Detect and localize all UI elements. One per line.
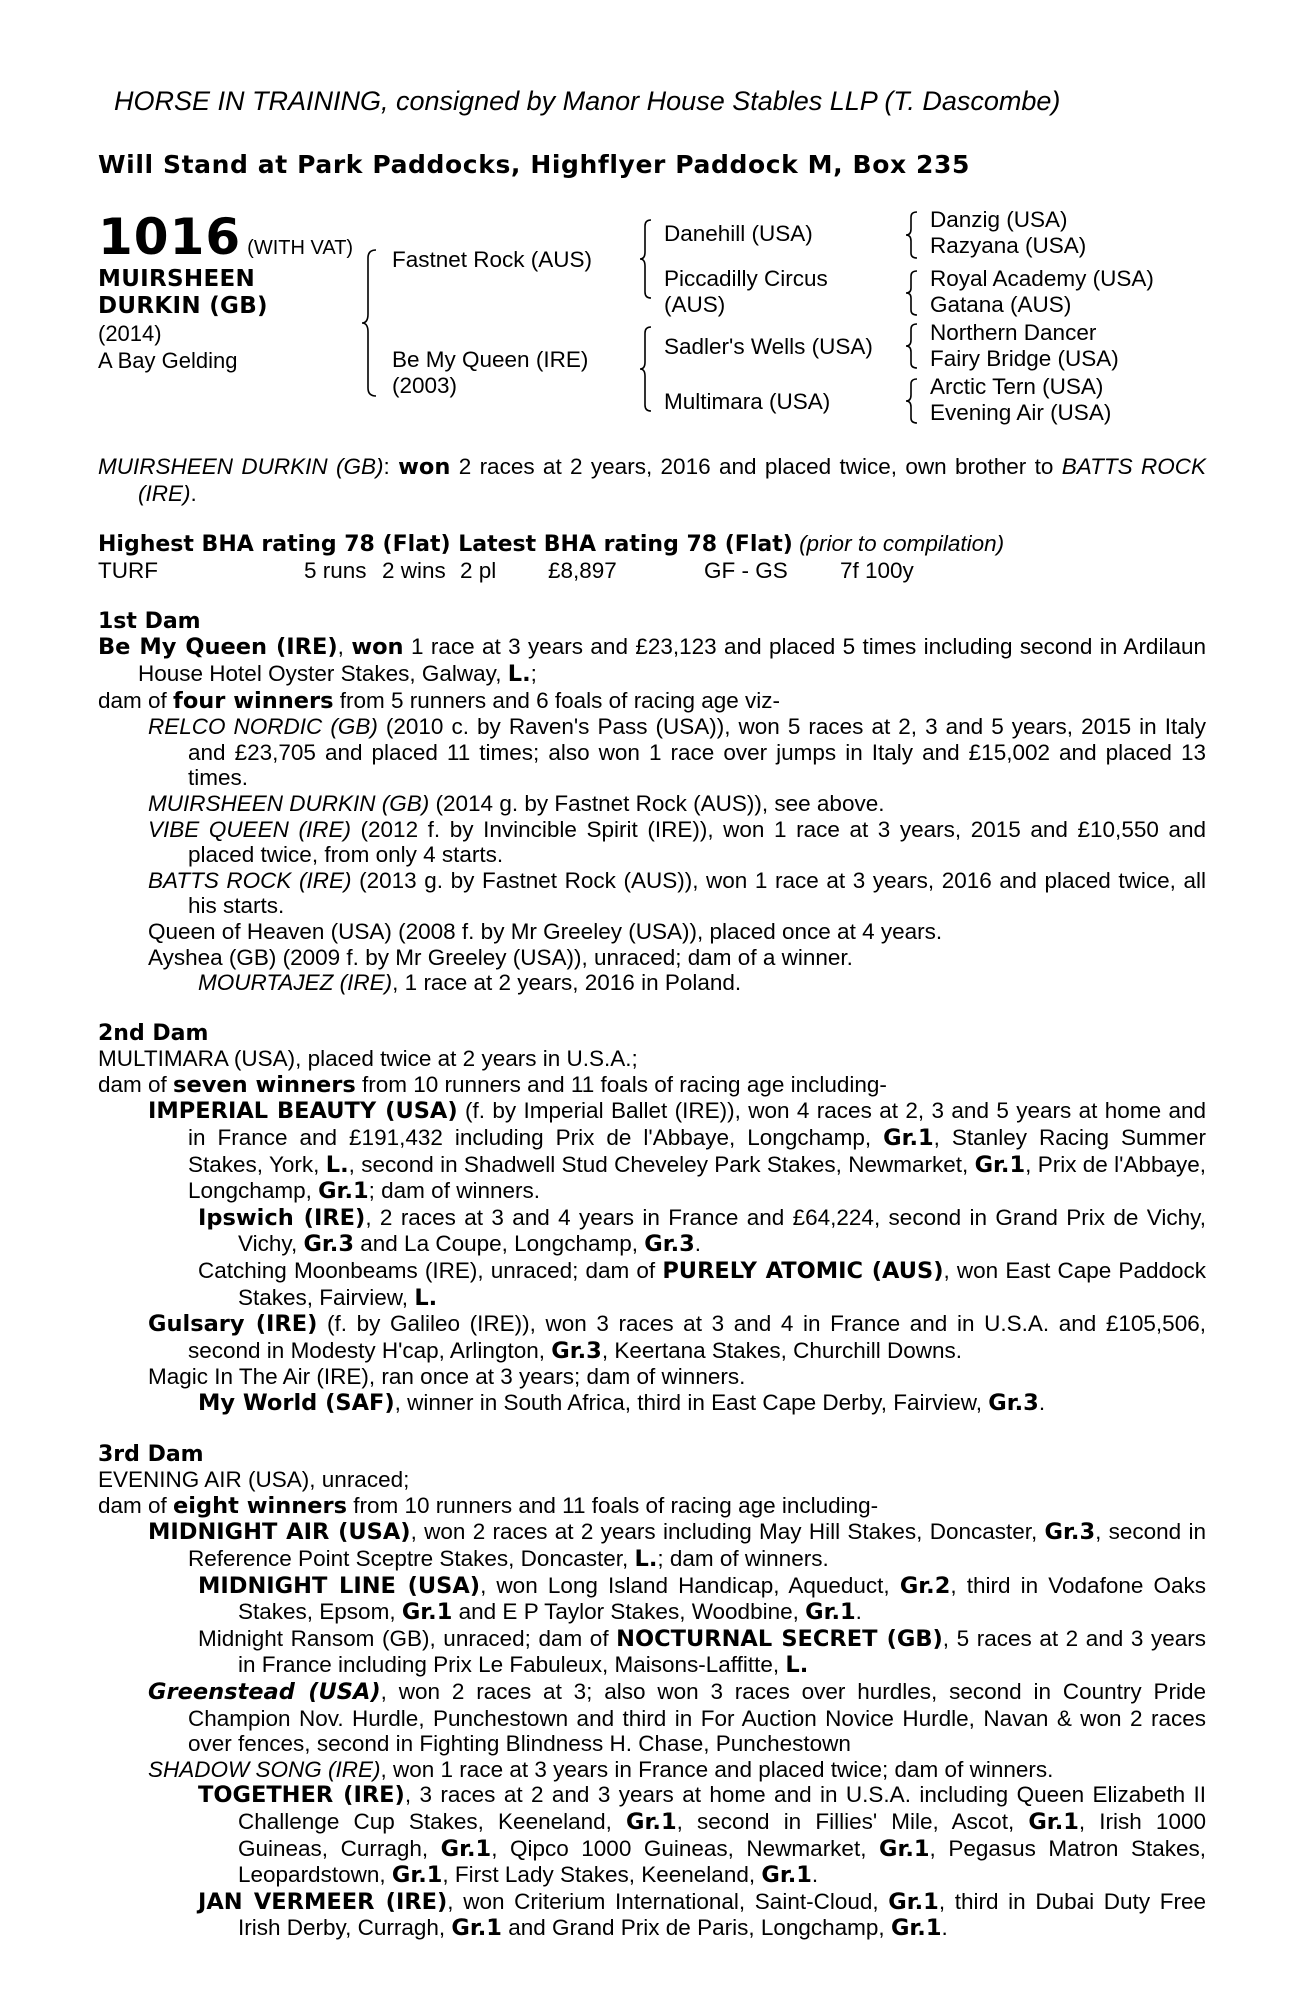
pedigree-brace-sd [906, 265, 920, 321]
group-grade: Gr.1 [440, 1835, 492, 1862]
progeny-name: IMPERIAL BEAUTY (USA) [148, 1098, 458, 1125]
progeny-item [98, 1364, 1206, 1390]
progeny-text: , second in Shadwell Stud Cheveley Park Stakes, Newmarket, [348, 1151, 975, 1177]
dam3-dam-of-post: from 10 runners and 11 foals of racing age including- [347, 1492, 879, 1518]
progeny-item [98, 1889, 1206, 1942]
turf-going: GF - GS [704, 557, 788, 583]
progeny-name: MOURTAJEZ (IRE) [198, 970, 393, 996]
horse-name-line2: DURKIN (GB) [98, 293, 268, 319]
dam3-title: 3rd Dam [98, 1441, 204, 1467]
progeny-item [98, 1757, 1206, 1783]
foaling-year: (2014) [98, 321, 162, 346]
pedigree-dam-name: Be My Queen (IRE) [392, 347, 589, 372]
summary-paragraph: MUIRSHEEN DURKIN (GB): won 2 races at 2 years, 2016 and placed twice, own brother to BATTS ROCK (IRE). [98, 454, 1206, 506]
progeny-text: , won Criterium International, Saint-Cloud, [447, 1888, 889, 1914]
summary-brother: BATTS ROCK (IRE) [138, 454, 1206, 506]
pedigree-sire: Fastnet Rock (AUS) [392, 247, 593, 272]
progeny-text: and La Coupe, Longchamp, [354, 1231, 645, 1257]
rating-title: Highest BHA rating 78 (Flat) Latest BHA rating 78 (Flat) [98, 532, 793, 558]
dam1-intro-text: 1 race at 3 years and £23,123 and placed 5 times including second in Ardilaun House Hotel Oyster Stakes, Galway, [138, 634, 1206, 686]
group-grade: L. [634, 1545, 658, 1572]
turf-distance: 7f 100y [840, 557, 914, 583]
pedigree-dds: Arctic Tern (USA) [930, 374, 1104, 399]
progeny-text: . [855, 1599, 862, 1625]
group-grade: Gr.1 [626, 1808, 677, 1835]
dam1-won: won [351, 634, 404, 661]
dam1-dam-of-pre: dam of [98, 687, 174, 713]
progeny-text: , second in Reference Point Sceptre Stakes, Doncaster, [188, 1519, 1206, 1571]
group-grade: Gr.1 [318, 1178, 369, 1205]
summary-won: won [398, 454, 451, 480]
progeny-name: Greenstead (USA) [148, 1678, 381, 1705]
catalogue-body [98, 454, 1206, 1942]
progeny-text: , Pegasus Matron Stakes, Leopardstown, [238, 1835, 1206, 1888]
progeny-text: . [941, 1915, 948, 1941]
dam1-title: 1st Dam [98, 608, 201, 634]
group-grade: Gr.1 [805, 1599, 856, 1626]
progeny-text: , second in Fillies' Mile, Ascot, [676, 1808, 1029, 1834]
pedigree-sire-dam-line2: (AUS) [664, 292, 726, 317]
progeny-name: Ipswich (IRE) [198, 1204, 366, 1231]
progeny-name: My World (SAF) [198, 1390, 395, 1416]
progeny-name: RELCO NORDIC (GB) [148, 714, 378, 740]
progeny-text: Catching Moonbeams (IRE), unraced; dam of [198, 1258, 663, 1284]
dam1-name: Be My Queen (IRE) [98, 634, 338, 661]
turf-runs: 5 runs [304, 557, 367, 583]
group-grade: L. [325, 1151, 349, 1178]
progeny-text: , Keertana Stakes, Churchill Downs. [601, 1337, 962, 1363]
progeny-text: , winner in South Africa, third in East Cape Derby, Fairview, [394, 1390, 989, 1415]
dam3-winner-count: eight winners [173, 1492, 348, 1519]
progeny-name: MIDNIGHT AIR (USA) [148, 1519, 411, 1546]
group-grade: Gr.1 [974, 1151, 1026, 1178]
horse-meta [98, 320, 237, 374]
group-grade: Gr.3 [988, 1390, 1039, 1416]
progeny-item [98, 1205, 1206, 1258]
progeny-text: , Qipco 1000 Guineas, Newmarket, [491, 1835, 879, 1861]
pedigree-ssd: Razyana (USA) [930, 233, 1087, 258]
group-grade: Gr.2 [899, 1572, 951, 1599]
progeny-item [98, 1258, 1206, 1311]
dam2-intro: MULTIMARA (USA), placed twice at 2 years in U.S.A.; [98, 1046, 638, 1072]
progeny-item [98, 1390, 1206, 1417]
pedigree-brace-ss [906, 210, 920, 260]
progeny-name: VIBE QUEEN (IRE) [148, 816, 351, 842]
pedigree-brace-dd [906, 375, 920, 427]
progeny-text: (f. by Galileo (IRE)), won 3 races at 3 and 4 in France and in U.S.A. and £105,506, second in Modesty H'cap, Arlington, [188, 1311, 1206, 1363]
progeny-text: , won 2 races at 3; also won 3 races over hurdles, second in Country Pride Champion Nov. Hurdle, Punchestown and third in For Auction Novice Hurdle, Navan & won 2 races over fences, second in Fighting Blindness H. Chase, Punchestown [188, 1678, 1206, 1757]
progeny-text: , Stanley Racing Summer Stakes, York, [188, 1125, 1206, 1177]
pedigree-dsd: Fairy Bridge (USA) [930, 346, 1119, 371]
dam2-title: 2nd Dam [98, 1020, 209, 1046]
pedigree-sds: Royal Academy (USA) [930, 266, 1154, 291]
progeny-item [98, 1782, 1206, 1888]
progeny-item [98, 791, 1206, 817]
dam3-intro: EVENING AIR (USA), unraced; [98, 1467, 410, 1493]
dam3-dam-of [98, 1493, 1206, 1520]
dam1-dam-of-post: from 5 runners and 6 foals of racing age viz- [333, 687, 781, 713]
progeny-name: Gulsary (IRE) [148, 1311, 318, 1338]
progeny-text: . [811, 1862, 819, 1888]
vat-note: (WITH VAT) [247, 237, 354, 259]
progeny-text: , won 1 race at 3 years in France and placed twice; dam of winners. [380, 1756, 1054, 1782]
progeny-item [98, 1679, 1206, 1757]
dam1-listed: L. [507, 660, 531, 687]
progeny-text: ; dam of winners. [657, 1545, 829, 1571]
progeny-text: ; dam of winners. [368, 1178, 540, 1204]
progeny-item [98, 1519, 1206, 1572]
progeny-item [98, 919, 1206, 945]
progeny-text: Magic In The Air (IRE), ran once at 3 years; dam of winners. [148, 1364, 746, 1390]
group-grade: Gr.1 [883, 1125, 934, 1152]
progeny-text: . [1038, 1390, 1046, 1415]
dam1-dam-of [98, 688, 1206, 715]
group-grade: Gr.3 [303, 1231, 355, 1258]
group-grade: Gr.3 [644, 1231, 695, 1258]
progeny-text: , won Long Island Handicap, Aqueduct, [480, 1572, 900, 1598]
progeny-text: , 5 races at 2 and 3 years in France including Prix Le Fabuleux, Maisons-Laffitte, [238, 1625, 1206, 1678]
group-grade: Gr.1 [888, 1888, 939, 1915]
progeny-item [98, 714, 1206, 791]
progeny-text: , won 2 races at 2 years including May Hill Stakes, Doncaster, [410, 1519, 1045, 1545]
pedigree-dam-sire: Sadler's Wells (USA) [664, 334, 873, 359]
turf-placed: 2 pl [460, 557, 497, 583]
progeny-name: SHADOW SONG (IRE) [148, 1756, 381, 1782]
progeny-text: . [694, 1231, 702, 1257]
progeny-text: and Grand Prix de Paris, Longchamp, [501, 1915, 891, 1941]
dam1-winner-count: four winners [173, 687, 334, 714]
progeny-item [98, 970, 1206, 996]
turf-record-row [98, 558, 1206, 584]
group-grade: Gr.1 [878, 1835, 930, 1862]
progeny-text: , 1 race at 2 years, 2016 in Poland. [392, 970, 742, 996]
pedigree-sdd: Gatana (AUS) [930, 292, 1072, 317]
progeny-name: BATTS ROCK (IRE) [148, 867, 352, 893]
progeny-item [98, 1573, 1206, 1626]
progeny-name: TOGETHER (IRE) [198, 1782, 405, 1809]
progeny-item [98, 1311, 1206, 1364]
dam3-dam-of-pre: dam of [98, 1492, 174, 1518]
progeny-name: MIDNIGHT LINE (USA) [198, 1572, 481, 1599]
dam2-dam-of-pre: dam of [98, 1071, 174, 1097]
rating-note: (prior to compilation) [799, 531, 1005, 557]
progeny-text: (2014 g. by Fastnet Rock (AUS)), see above. [429, 790, 885, 816]
pedigree-dam-year: (2003) [392, 373, 458, 398]
progeny-name: PURELY ATOMIC (AUS) [662, 1258, 944, 1285]
turf-wins: 2 wins [382, 557, 446, 583]
group-grade: Gr.1 [391, 1862, 443, 1889]
pedigree-brace-dam [640, 325, 654, 413]
summary-end: . [190, 480, 197, 506]
group-grade: Gr.1 [401, 1599, 453, 1626]
group-grade: Gr.1 [890, 1915, 942, 1942]
progeny-item [98, 945, 1206, 971]
progeny-text: and E P Taylor Stakes, Woodbine, [452, 1599, 806, 1625]
summary-text: 2 races at 2 years, 2016 and placed twice, own brother to [450, 454, 1054, 479]
pedigree-sire-sire: Danehill (USA) [664, 221, 813, 246]
group-grade: Gr.3 [551, 1337, 602, 1364]
group-grade: Gr.1 [451, 1915, 502, 1942]
progeny-text: Queen of Heaven (USA) (2008 f. by Mr Greeley (USA)), placed once at 4 years. [148, 918, 943, 944]
horse-description: A Bay Gelding [98, 348, 238, 373]
progeny-text: (2013 g. by Fastnet Rock (AUS)), won 1 race at 3 years, 2016 and placed twice, all his starts. [188, 867, 1206, 919]
progeny-text: (f. by Imperial Ballet (IRE)), won 4 races at 2, 3 and 5 years at home and in France and £191,432 including Prix de l'Abbaye, Longchamp, [188, 1098, 1207, 1151]
progeny-name: MUIRSHEEN DURKIN (GB) [148, 790, 430, 816]
pedigree-dam-dam: Multimara (USA) [664, 389, 831, 414]
progeny-item [98, 1626, 1206, 1679]
pedigree-brace-sire [640, 218, 654, 300]
pedigree-sire-dam-line1: Piccadilly Circus [664, 266, 828, 291]
progeny-text: , won East Cape Paddock Stakes, Fairview, [238, 1258, 1206, 1310]
pedigree-brace-main [362, 248, 382, 398]
pedigree-ddd: Evening Air (USA) [930, 400, 1112, 425]
turf-surface: TURF [98, 557, 158, 583]
group-grade: Gr.1 [1028, 1808, 1079, 1835]
dam1-intro-end: ; [530, 660, 537, 686]
turf-prize: £8,897 [548, 557, 617, 583]
pedigree-brace-ds [906, 320, 920, 372]
progeny-text: (2012 f. by Invincible Spirit (IRE)), won 1 race at 3 years, 2015 and £10,550 and placed twice, from only 4 starts. [188, 816, 1206, 868]
group-grade: L. [785, 1652, 809, 1679]
progeny-item [98, 1098, 1206, 1204]
progeny-name: NOCTURNAL SECRET (GB) [616, 1625, 943, 1652]
progeny-text: Midnight Ransom (GB), unraced; dam of [198, 1625, 617, 1651]
progeny-text: , First Lady Stakes, Keeneland, [442, 1862, 762, 1888]
progeny-text: , 3 races at 2 and 3 years at home and in U.S.A. including Queen Elizabeth II Challenge Cup Stakes, Keeneland, [238, 1782, 1207, 1834]
horse-name [98, 266, 268, 320]
progeny-item [98, 868, 1206, 919]
progeny-text: , Irish 1000 Guineas, Curragh, [238, 1808, 1206, 1861]
dam1-intro: Be My Queen (IRE), won 1 race at 3 years and £23,123 and placed 5 times including second in Ardilaun House Hotel Oyster Stakes, Galway, L.; [98, 634, 1206, 687]
pedigree-sire-dam [664, 266, 828, 318]
horse-name-line1: MUIRSHEEN [98, 266, 256, 292]
pedigree-dss: Northern Dancer [930, 320, 1097, 345]
stand-location: Will Stand at Park Paddocks, Highflyer Paddock M, Box 235 [98, 150, 971, 179]
progeny-text: , Prix de l'Abbaye, Longchamp, [188, 1151, 1206, 1204]
group-grade: L. [414, 1284, 438, 1311]
progeny-text: Ayshea (GB) (2009 f. by Mr Greeley (USA)), unraced; dam of a winner. [148, 944, 853, 970]
group-grade: Gr.3 [1044, 1519, 1096, 1546]
pedigree-sss: Danzig (USA) [930, 207, 1068, 232]
summary-horse-name: MUIRSHEEN DURKIN (GB) [98, 454, 384, 479]
group-grade: Gr.1 [761, 1862, 812, 1889]
progeny-item [98, 817, 1206, 868]
progeny-text: (2010 c. by Raven's Pass (USA)), won 5 races at 2, 3 and 5 years, 2015 in Italy and £23,705 and placed 11 times; also won 1 race over jumps in Italy and £15,002 and placed 13 times. [188, 714, 1206, 791]
progeny-text: , third in Dubai Duty Free Irish Derby, Curragh, [238, 1888, 1206, 1941]
lot-heading [98, 208, 353, 266]
dam2-winner-count: seven winners [173, 1071, 356, 1098]
dam2-dam-of-post: from 10 runners and 11 foals of racing age including- [355, 1071, 887, 1097]
dam2-dam-of [98, 1072, 1206, 1099]
lot-number: 1016 [98, 208, 242, 266]
pedigree-dam [392, 347, 588, 399]
consignment-header: HORSE IN TRAINING, consigned by Manor House Stables LLP (T. Dascombe) [114, 86, 1061, 116]
progeny-name: JAN VERMEER (IRE) [198, 1888, 448, 1915]
progeny-text: , 2 races at 3 and 4 years in France and £64,224, second in Grand Prix de Vichy, Vichy, [238, 1204, 1206, 1257]
progeny-text: , third in Vodafone Oaks Stakes, Epsom, [238, 1572, 1206, 1625]
rating-line [98, 531, 1206, 558]
